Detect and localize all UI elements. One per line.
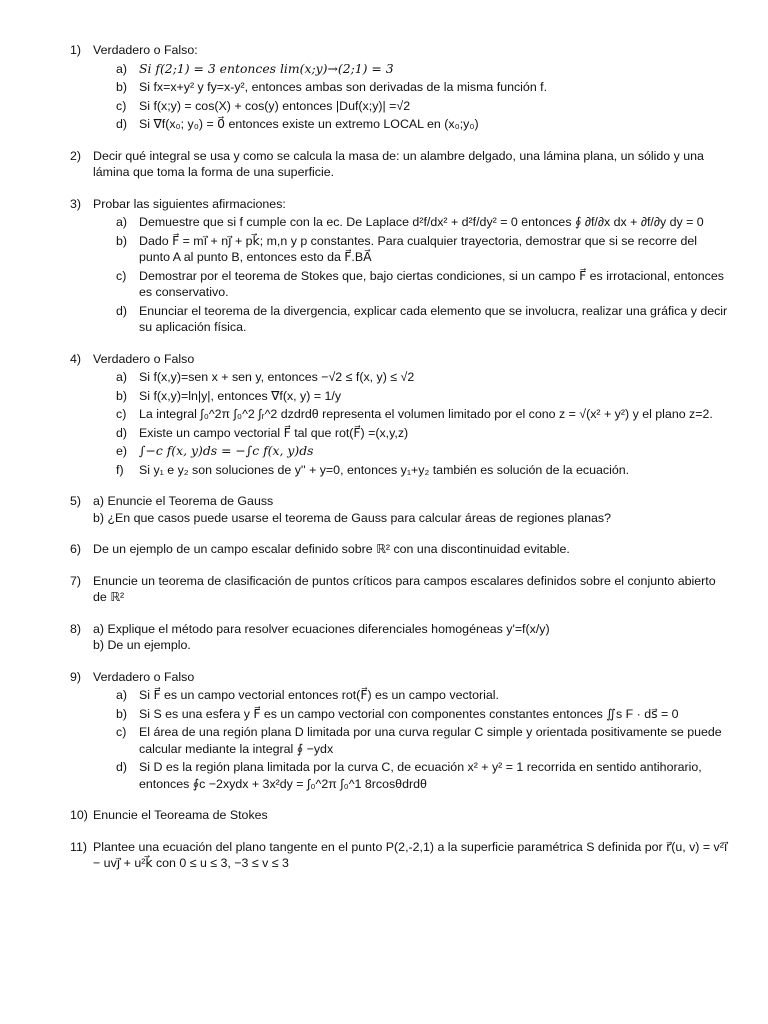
question-item: d) Si ∇f(x₀; y₀) = 0⃗ entonces existe un extremo LOCAL en (x₀;y₀)	[116, 117, 479, 131]
question-number: 11)	[70, 839, 87, 854]
question-item: c) La integral ∫₀^2π ∫₀^2 ∫ᵣ^2 dzdrdθ representa el volumen limitado por el cono z = √(x² + y²) y el plano z=2.	[116, 407, 713, 421]
question-title: Verdadero o Falso:	[93, 43, 198, 57]
question-item: b) Dado F⃗ = mi⃗ + nj⃗ + pk⃗; m,n y p constantes. Para cualquier trayectoria, demostrar que si se recorre del punto A al punto B, entonces esto da F⃗.BA⃗	[116, 233, 698, 264]
question-title: Decir qué integral se usa y como se calcula la masa de: un alambre delgado, una lámina plana, un sólido y una lámina que toma la forma de una superficie.	[93, 148, 704, 179]
question-item: b) Si fx=x+y² y fy=x-y², entonces ambas son derivadas de la misma función f.	[116, 80, 548, 94]
question-title: Enuncie el Teoreama de Stokes	[93, 808, 268, 822]
question-number: 1)	[70, 43, 82, 57]
question-item: a) Si F⃗ es un campo vectorial entonces rot(F⃗) es un campo vectorial.	[116, 688, 499, 702]
question-3	[70, 196, 730, 336]
question-title: Probar las siguientes afirmaciones:	[93, 196, 286, 211]
question-item: c) El área de una región plana D limitada por una curva regular C simple y orientada positivamente se puede calcular mediante la integral ∮ −ydx	[116, 725, 722, 756]
question-number: 5)	[70, 494, 82, 508]
question-title: a) Explique el método para resolver ecuaciones diferenciales homogéneas y'=f(x/y)	[93, 621, 550, 636]
question-4	[70, 351, 730, 479]
question-item: b) Si f(x,y)=ln|y|, entonces ∇f(x, y) = 1/y	[116, 388, 342, 403]
question-11	[70, 839, 730, 872]
question-item: a) Si f(x,y)=sen x + sen y, entonces −√2 ≤ f(x, y) ≤ √2	[116, 370, 415, 384]
question-item: b) Si S es una esfera y F⃗ es un campo vectorial con componentes constantes entonces ∬s F · ds⃗ = 0	[116, 706, 679, 721]
question-item: a) Demuestre que si f cumple con la ec. De Laplace d²f/dx² + d²f/dy² = 0 entonces ∮ ∂f/∂x dx + ∂f/∂y dy = 0	[116, 215, 704, 229]
question-6	[70, 541, 730, 558]
question-item: c) Demostrar por el teorema de Stokes que, bajo ciertas condiciones, si un campo F⃗ es irrotacional, entonces es conservativo.	[116, 268, 724, 299]
question-9	[70, 669, 730, 793]
question-5	[70, 493, 730, 526]
question-title: Verdadero o Falso	[93, 669, 195, 684]
question-title: Plantee una ecuación del plano tangente en el punto P(2,-2,1) a la superficie paramétrica S definida por r⃗(u, v) = v²i⃗ − uvj⃗ + u²k⃗ con 0 ≤ u ≤ 3, −3 ≤ v ≤ 3	[93, 839, 728, 870]
question-number: 9)	[70, 669, 82, 684]
question-title: Enuncie un teorema de clasificación de puntos críticos para campos escalares definidos sobre el conjunto abierto de ℝ²	[93, 573, 716, 604]
question-number: 7)	[70, 573, 82, 588]
question-item: d) Si D es la región plana limitada por la curva C, de ecuación x² + y² = 1 recorrida en sentido antihorario, entonces ∮c −2xydx + 3x²dy = ∫₀^2π ∫₀^1 8rcosθdrdθ	[116, 760, 702, 791]
question-1	[70, 42, 730, 133]
question-8	[70, 621, 730, 654]
question-subpart: b) De un ejemplo.	[93, 638, 191, 652]
question-7	[70, 573, 730, 606]
question-item: d) Existe un campo vectorial F⃗ tal que rot(F⃗) =(x,y,z)	[116, 425, 409, 440]
question-number: 3)	[70, 196, 82, 211]
question-10	[70, 807, 730, 824]
question-title: a) Enuncie el Teorema de Gauss	[93, 494, 274, 508]
question-title: De un ejemplo de un campo escalar definido sobre ℝ² con una discontinuidad evitable.	[93, 542, 570, 556]
question-item: a) Si f(2;1) = 3 entonces lim(x;y)→(2;1) = 3	[116, 60, 394, 76]
question-item: e) ∫−c f(x, y)ds = −∫c f(x, y)ds	[116, 443, 314, 458]
question-number: 6)	[70, 542, 82, 556]
question-item: d) Enunciar el teorema de la divergencia, explicar cada elemento que se involucra, realizar una gráfica y decir su aplicación física.	[116, 303, 728, 334]
question-item: f) Si y₁ e y₂ son soluciones de y'' + y=0, entonces y₁+y₂ también es solución de la ecuación.	[116, 462, 630, 477]
question-item: c) Si f(x;y) = cos(X) + cos(y) entonces |Duf(x;y)| =√2	[116, 98, 411, 113]
question-number: 8)	[70, 621, 82, 636]
question-title: Verdadero o Falso	[93, 351, 195, 366]
question-number: 4)	[70, 351, 82, 366]
question-subpart: b) ¿En que casos puede usarse el teorema de Gauss para calcular áreas de regiones planas?	[93, 510, 611, 525]
question-number: 2)	[70, 148, 82, 163]
question-2	[70, 148, 730, 181]
exam-page	[70, 42, 730, 887]
question-number: 10)	[70, 808, 88, 822]
